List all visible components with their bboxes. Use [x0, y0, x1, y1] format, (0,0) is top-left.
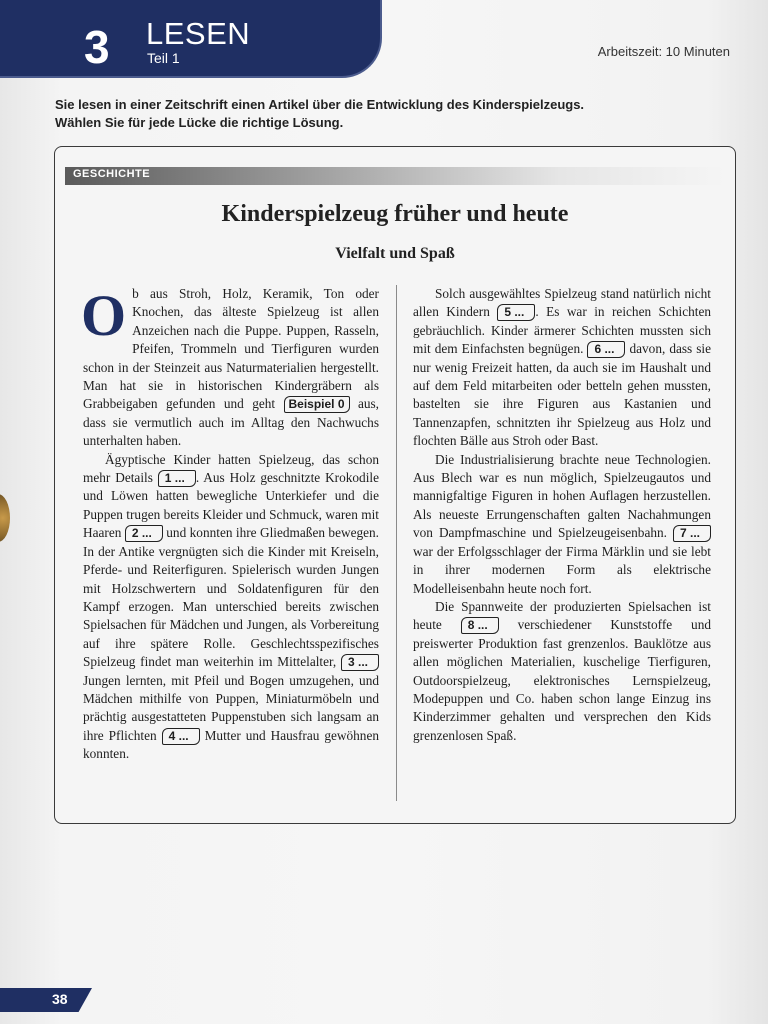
text-run: Mutter und Hausfrau gewöhnen konnten.	[83, 727, 379, 762]
text-run: Die Industrialisierung brachte neue Technologien. Aus Blech war es nun möglich, Spielzeugautos und mannigfaltige Figuren in hohen Auflagen herzustellen. Als neueste Errungenschaften galten Nachahmungen von Dampfmaschine und Spielzeugeisenbahn.	[413, 451, 711, 541]
work-time: Arbeitszeit: 10 Minuten	[597, 44, 730, 59]
gap-6[interactable]: 6 ...	[587, 341, 625, 358]
article-column-left	[83, 285, 379, 764]
text-run: aus, dass sie vermutlich auch im Alltag den Nachwuchs unterhalten haben.	[83, 396, 379, 449]
text-run: Solch ausgewähltes Spielzeug stand natürlich nicht allen Kindern	[413, 286, 711, 320]
paragraph	[83, 285, 379, 451]
text-run: . Es war in reichen Schichten gebräuchlich. Kinder ärmerer Schichten mussten sich mit dem Einfachsten begnügen.	[413, 304, 711, 357]
text-run: Ägyptische Kinder hatten Spielzeug, das schon mehr Details	[83, 451, 379, 486]
column-divider	[396, 285, 397, 801]
article-title: Kinderspielzeug früher und heute	[221, 201, 569, 227]
text-run: war der Erfolgsschlager der Firma Märklin und sie lebt in ihrer modernen Form als elektrische Modelleisenbahn heute noch fort.	[413, 543, 711, 596]
paragraph	[413, 598, 711, 745]
text-run: Jungen lernten, mit Pfeil und Bogen umzugehen, und Mädchen mithilfe von Puppen, Miniaturmöbeln und prächtig ausgestatteten Puppenstuben sich langsam an ihre Pflichten	[83, 672, 379, 743]
text-run: und konnten ihre Gliedmaßen bewegen. In der Antike vergnügten sich die Kinder mit Kreiseln, Pferde- und Reiterfiguren. Spielerisch wurden Jungen mit Holzschwertern und Soldatenfiguren für den Kampf erzogen. Man unterschied bereits zwischen Spielsachen für Mädchen und Jungen, als Vorbereitung auf ihre spätere Rolle. Geschlechtsspezifisches Spielzeug findet man weiterhin im Mittelalter,	[83, 525, 380, 670]
gap-5[interactable]: 5 ...	[497, 304, 535, 321]
gap-8[interactable]: 8 ...	[461, 617, 499, 634]
section-part: Teil 1	[147, 50, 180, 66]
gap-3[interactable]: 3 ...	[341, 654, 379, 671]
paragraph	[83, 451, 379, 764]
text-run: davon, dass sie nur wenig Freizeit hatten, da auch sie im Haushalt und auf dem Feld mitarbeiten oder betteln gehen mussten, bastelten sie ihre Figuren aus Kastanien und Tannenzapfen, schnitzten ihr Spielzeug aus Holz und flochten Bälle aus Stroh oder Bast.	[413, 341, 711, 449]
text-run: b aus Stroh, Holz, Keramik, Ton oder Knochen, das älteste Spielzeug ist allen Anzeichen nach die Puppe. Puppen, Rasseln, Pfeifen, Trommeln und Tierfiguren wurden schon in der Steinzeit aus Naturmaterialien hergestellt. Man hat sie in historischen Kindergräbern als Grabbeigaben gefunden und geht	[83, 286, 379, 412]
chapter-number: 3	[84, 21, 110, 73]
gap-2[interactable]: 2 ...	[125, 525, 163, 542]
text-run: verschiedener Kunststoffe und preiswerter Produktion fast grenzenlos. Bauklötze aus allen möglichen Materialien, kuschelige Tierfiguren, Outdoorspielzeug, elektronisches Lernspielzeug, Modepuppen und Co. haben schon lange Einzug ins Kinderzimmer gehalten und versprechen den Kids grenzenlosen Spaß.	[413, 617, 711, 743]
page-number: 38	[52, 991, 68, 1007]
instructions	[55, 96, 695, 132]
gap-4[interactable]: 4 ...	[162, 728, 200, 745]
drop-cap: O	[81, 283, 127, 348]
category-label: GESCHICHTE	[73, 168, 151, 180]
text-run: Die Spannweite der produzierten Spielsachen ist heute	[413, 598, 711, 633]
gap-1[interactable]: 1 ...	[158, 470, 196, 487]
article-frame	[54, 146, 736, 824]
gap-7[interactable]: 7 ...	[673, 525, 711, 542]
gap-example: Beispiel 0	[284, 396, 350, 413]
paragraph	[413, 285, 711, 451]
article-column-right	[413, 285, 711, 745]
section-title: LESEN	[146, 16, 251, 51]
instructions-line: Sie lesen in einer Zeitschrift einen Artikel über die Entwicklung des Kinderspielzeugs.	[55, 97, 585, 112]
category-bar	[65, 167, 725, 185]
article-subtitle: Vielfalt und Spaß	[335, 245, 455, 262]
page-number-tab	[0, 988, 92, 1012]
text-run: . Aus Holz geschnitzte Krokodile und Löwen hatten bewegliche Unterkiefer und die Puppen trugen bereits Kleider und Schmuck, waren mit Haaren	[83, 470, 379, 541]
paragraph	[413, 451, 711, 598]
instructions-line: Wählen Sie für jede Lücke die richtige Lösung.	[55, 115, 344, 130]
